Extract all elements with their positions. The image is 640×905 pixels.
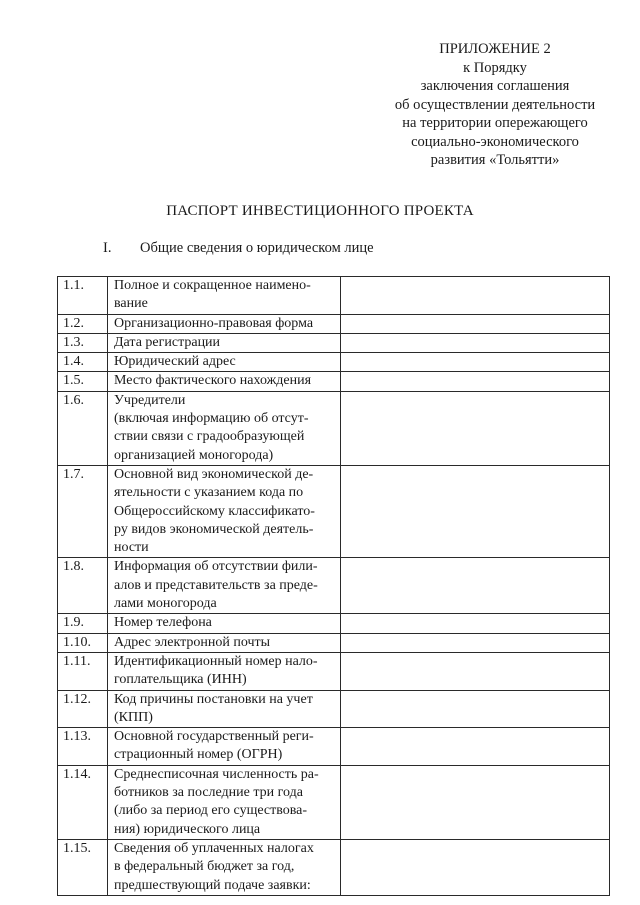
appendix-line: ПРИЛОЖЕНИЕ 2 (439, 41, 551, 57)
row-value-field[interactable] (341, 558, 610, 614)
section-title: Общие сведения о юридическом лице (140, 240, 374, 256)
row-number: 1.15. (58, 839, 108, 895)
row-value-field[interactable] (341, 765, 610, 839)
row-label-line: Среднесписочная численность ра- (114, 766, 319, 782)
table-row (58, 353, 610, 372)
document-title: ПАСПОРТ ИНВЕСТИЦИОННОГО ПРОЕКТА (166, 203, 474, 219)
table-row (58, 633, 610, 652)
row-label-line: лами моногорода (114, 596, 217, 612)
row-label-line: (КПП) (114, 709, 153, 725)
row-label-line: Адрес электронной почты (114, 634, 271, 650)
table-row (58, 614, 610, 633)
row-number: 1.13. (58, 728, 108, 766)
row-label (108, 372, 341, 391)
row-label (108, 633, 341, 652)
table-row (58, 652, 610, 690)
row-label-line: Основной государственный реги- (114, 729, 314, 745)
row-label (108, 353, 341, 372)
table-row (58, 765, 610, 839)
row-label-line: (либо за период его существова- (114, 803, 308, 819)
row-label-line: Код причины постановки на учет (114, 691, 313, 707)
table-row (58, 372, 610, 391)
row-label-line: Общероссийскому классификато- (114, 503, 315, 519)
appendix-line: заключения соглашения (420, 78, 570, 94)
passport-table (57, 276, 610, 896)
passport-table-body (58, 277, 610, 896)
row-label-line: вание (114, 296, 148, 312)
row-label-line: ру видов экономической деятель- (114, 521, 314, 537)
row-number: 1.3. (58, 333, 108, 352)
row-value-field[interactable] (341, 333, 610, 352)
appendix-line: социально-экономического (411, 133, 579, 150)
row-label (108, 558, 341, 614)
row-number: 1.12. (58, 690, 108, 728)
row-value-field[interactable] (341, 391, 610, 465)
row-value-field[interactable] (341, 465, 610, 557)
table-row (58, 314, 610, 333)
row-label (108, 765, 341, 839)
row-label-line: в федеральный бюджет за год, (114, 859, 295, 875)
row-label-line: ятельности с указанием кода по (114, 485, 304, 501)
row-label-line: Идентификационный номер нало- (114, 653, 318, 669)
row-value-field[interactable] (341, 314, 610, 333)
row-label-line: ности (114, 540, 149, 556)
row-value-field[interactable] (341, 277, 610, 315)
row-label (108, 465, 341, 557)
row-number: 1.6. (58, 391, 108, 465)
table-row (58, 277, 610, 315)
row-value-field[interactable] (341, 839, 610, 895)
row-number: 1.4. (58, 353, 108, 372)
row-label-line: Полное и сокращенное наимено- (114, 278, 311, 293)
row-label (108, 690, 341, 728)
row-label-line: ботников за последние три года (114, 785, 303, 801)
row-label-line: организацией моногорода) (114, 447, 274, 463)
row-label-line: Дата регистрации (114, 334, 221, 350)
row-label-line: Юридический адрес (114, 354, 236, 370)
row-label (108, 277, 341, 315)
row-number: 1.8. (58, 558, 108, 614)
table-row (58, 391, 610, 465)
row-label-line: страционный номер (ОГРН) (114, 747, 283, 763)
row-label-line: (включая информацию об отсут- (114, 411, 309, 427)
table-row (58, 558, 610, 614)
row-label-line: Учредители (114, 392, 186, 408)
row-number: 1.7. (58, 465, 108, 557)
row-number: 1.10. (58, 633, 108, 652)
table-row (58, 728, 610, 766)
appendix-line: об осуществлении деятельности (394, 96, 596, 113)
row-number: 1.1. (58, 277, 108, 315)
row-number: 1.9. (58, 614, 108, 633)
row-number: 1.2. (58, 314, 108, 333)
row-label-line: гоплательщика (ИНН) (114, 672, 247, 688)
table-row (58, 465, 610, 557)
row-value-field[interactable] (341, 633, 610, 652)
row-value-field[interactable] (341, 690, 610, 728)
row-label (108, 728, 341, 766)
row-number: 1.11. (58, 652, 108, 690)
appendix-line: на территории опережающего (402, 115, 588, 131)
row-label (108, 391, 341, 465)
row-label-line: Сведения об уплаченных налогах (114, 840, 314, 856)
row-value-field[interactable] (341, 652, 610, 690)
row-label-line: предшествующий подаче заявки: (114, 877, 311, 893)
row-number: 1.14. (58, 765, 108, 839)
row-value-field[interactable] (341, 614, 610, 633)
row-label (108, 314, 341, 333)
row-value-field[interactable] (341, 353, 610, 372)
section-number: I. (103, 240, 112, 256)
table-row (58, 839, 610, 895)
table-row (58, 333, 610, 352)
appendix-line: к Порядку (463, 59, 527, 76)
section-heading (103, 240, 374, 257)
appendix-line: развития «Тольятти» (430, 152, 560, 168)
appendix-header (370, 40, 620, 170)
row-number: 1.5. (58, 372, 108, 391)
row-value-field[interactable] (341, 372, 610, 391)
row-label-line: Номер телефона (114, 615, 212, 631)
row-label-line: Информация об отсутствии фили- (114, 559, 318, 575)
row-label-line: ствии связи с градообразующей (114, 429, 305, 445)
table-row (58, 690, 610, 728)
row-label (108, 652, 341, 690)
row-label-line: Место фактического нахождения (114, 373, 312, 389)
row-label-line: алов и представительств за преде- (114, 577, 318, 593)
row-label-line: ния) юридического лица (114, 821, 261, 837)
row-label (108, 333, 341, 352)
row-value-field[interactable] (341, 728, 610, 766)
row-label-line: Основной вид экономической де- (114, 466, 314, 482)
row-label (108, 839, 341, 895)
row-label (108, 614, 341, 633)
row-label-line: Организационно-правовая форма (114, 315, 314, 331)
